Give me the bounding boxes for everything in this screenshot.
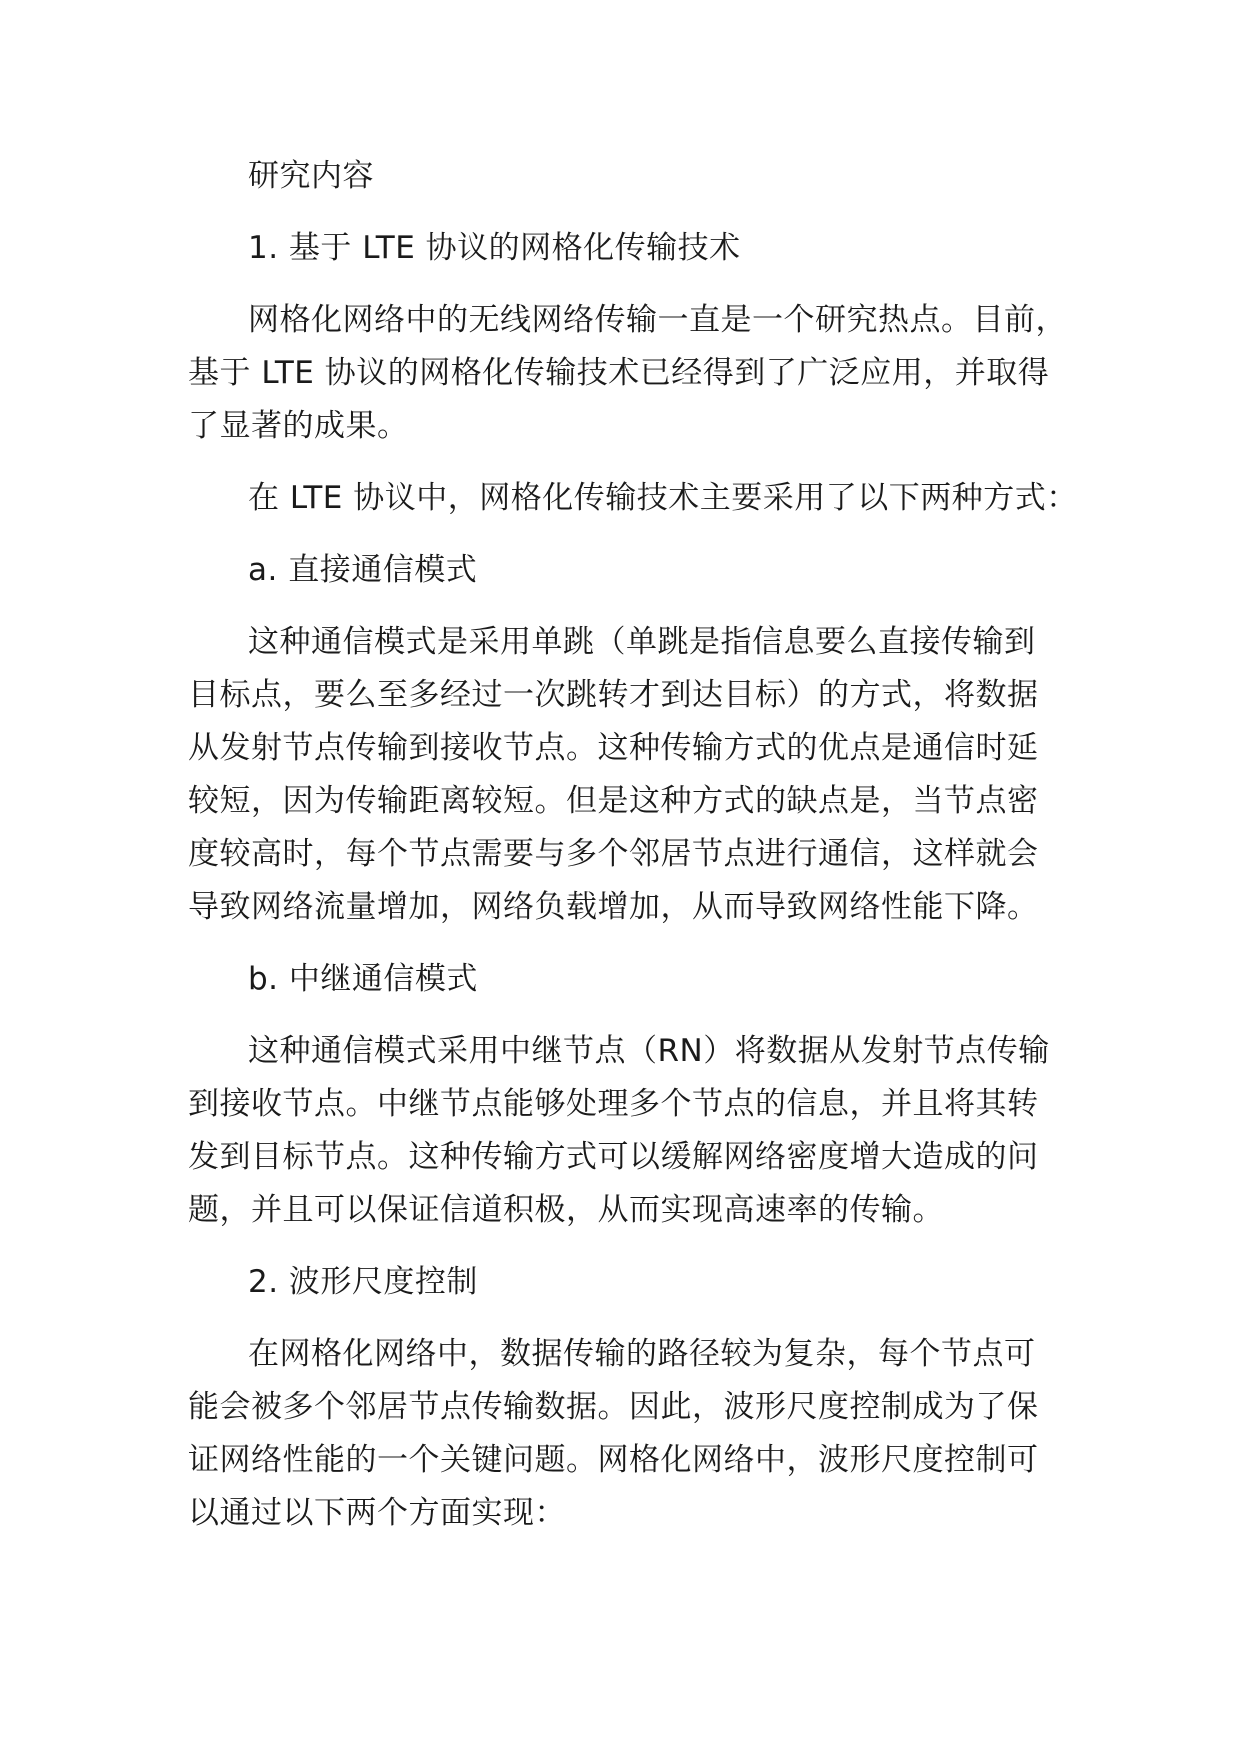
item-title-a (188, 544, 1088, 597)
subsection-title-1 (188, 222, 1088, 275)
paragraph-4-line-3: 发到目标节点。这种传输方式可以缓解网络密度增大造成的问 (188, 1139, 1039, 1175)
item-title-b (188, 953, 1088, 1006)
paragraph-5-line-3: 证网络性能的一个关键问题。网格化网络中，波形尺度控制可 (188, 1442, 1039, 1478)
subsection-title-1-text: 1. 基于 LTE 协议的网格化传输技术 (248, 230, 741, 266)
paragraph-3-line-4: 较短，因为传输距离较短。但是这种方式的缺点是，当节点密 (188, 783, 1039, 819)
paragraph-3-line-1: 这种通信模式是采用单跳（单跳是指信息要么直接传输到 (248, 624, 1036, 660)
paragraph-1-line-2: 基于 LTE 协议的网格化传输技术已经得到了广泛应用，并取得 (188, 355, 1050, 391)
paragraph-5-line-1: 在网格化网络中，数据传输的路径较为复杂，每个节点可 (248, 1336, 1036, 1372)
paragraph-1-line-1: 网格化网络中的无线网络传输一直是一个研究热点。目前， (248, 302, 1067, 338)
paragraph-1 (188, 294, 1088, 453)
paragraph-2-line-1: 在 LTE 协议中，网格化传输技术主要采用了以下两种方式： (248, 480, 1078, 516)
paragraph-3-line-2: 目标点，要么至多经过一次跳转才到达目标）的方式，将数据 (188, 677, 1039, 713)
item-title-b-text: b. 中继通信模式 (248, 961, 478, 997)
subsection-title-2-text: 2. 波形尺度控制 (248, 1264, 478, 1300)
paragraph-5-line-4: 以通过以下两个方面实现： (188, 1495, 566, 1531)
paragraph-3-line-6: 导致网络流量增加，网络负载增加，从而导致网络性能下降。 (188, 889, 1039, 925)
subsection-title-2 (188, 1256, 1088, 1309)
paragraph-5 (188, 1328, 1088, 1540)
section-title-text: 研究内容 (248, 158, 374, 194)
item-title-a-text: a. 直接通信模式 (248, 552, 478, 588)
paragraph-1-line-3: 了显著的成果。 (188, 408, 409, 444)
section-title (188, 150, 1088, 203)
paragraph-5-line-2: 能会被多个邻居节点传输数据。因此，波形尺度控制成为了保 (188, 1389, 1039, 1425)
paragraph-4-line-2: 到接收节点。中继节点能够处理多个节点的信息，并且将其转 (188, 1086, 1039, 1122)
paragraph-4-line-1: 这种通信模式采用中继节点（RN）将数据从发射节点传输 (248, 1033, 1050, 1069)
document-page (188, 150, 1088, 1540)
paragraph-4 (188, 1025, 1088, 1237)
paragraph-3 (188, 616, 1088, 934)
paragraph-4-line-4: 题，并且可以保证信道积极，从而实现高速率的传输。 (188, 1192, 944, 1228)
paragraph-3-line-3: 从发射节点传输到接收节点。这种传输方式的优点是通信时延 (188, 730, 1039, 766)
paragraph-2 (188, 472, 1088, 525)
paragraph-3-line-5: 度较高时，每个节点需要与多个邻居节点进行通信，这样就会 (188, 836, 1039, 872)
